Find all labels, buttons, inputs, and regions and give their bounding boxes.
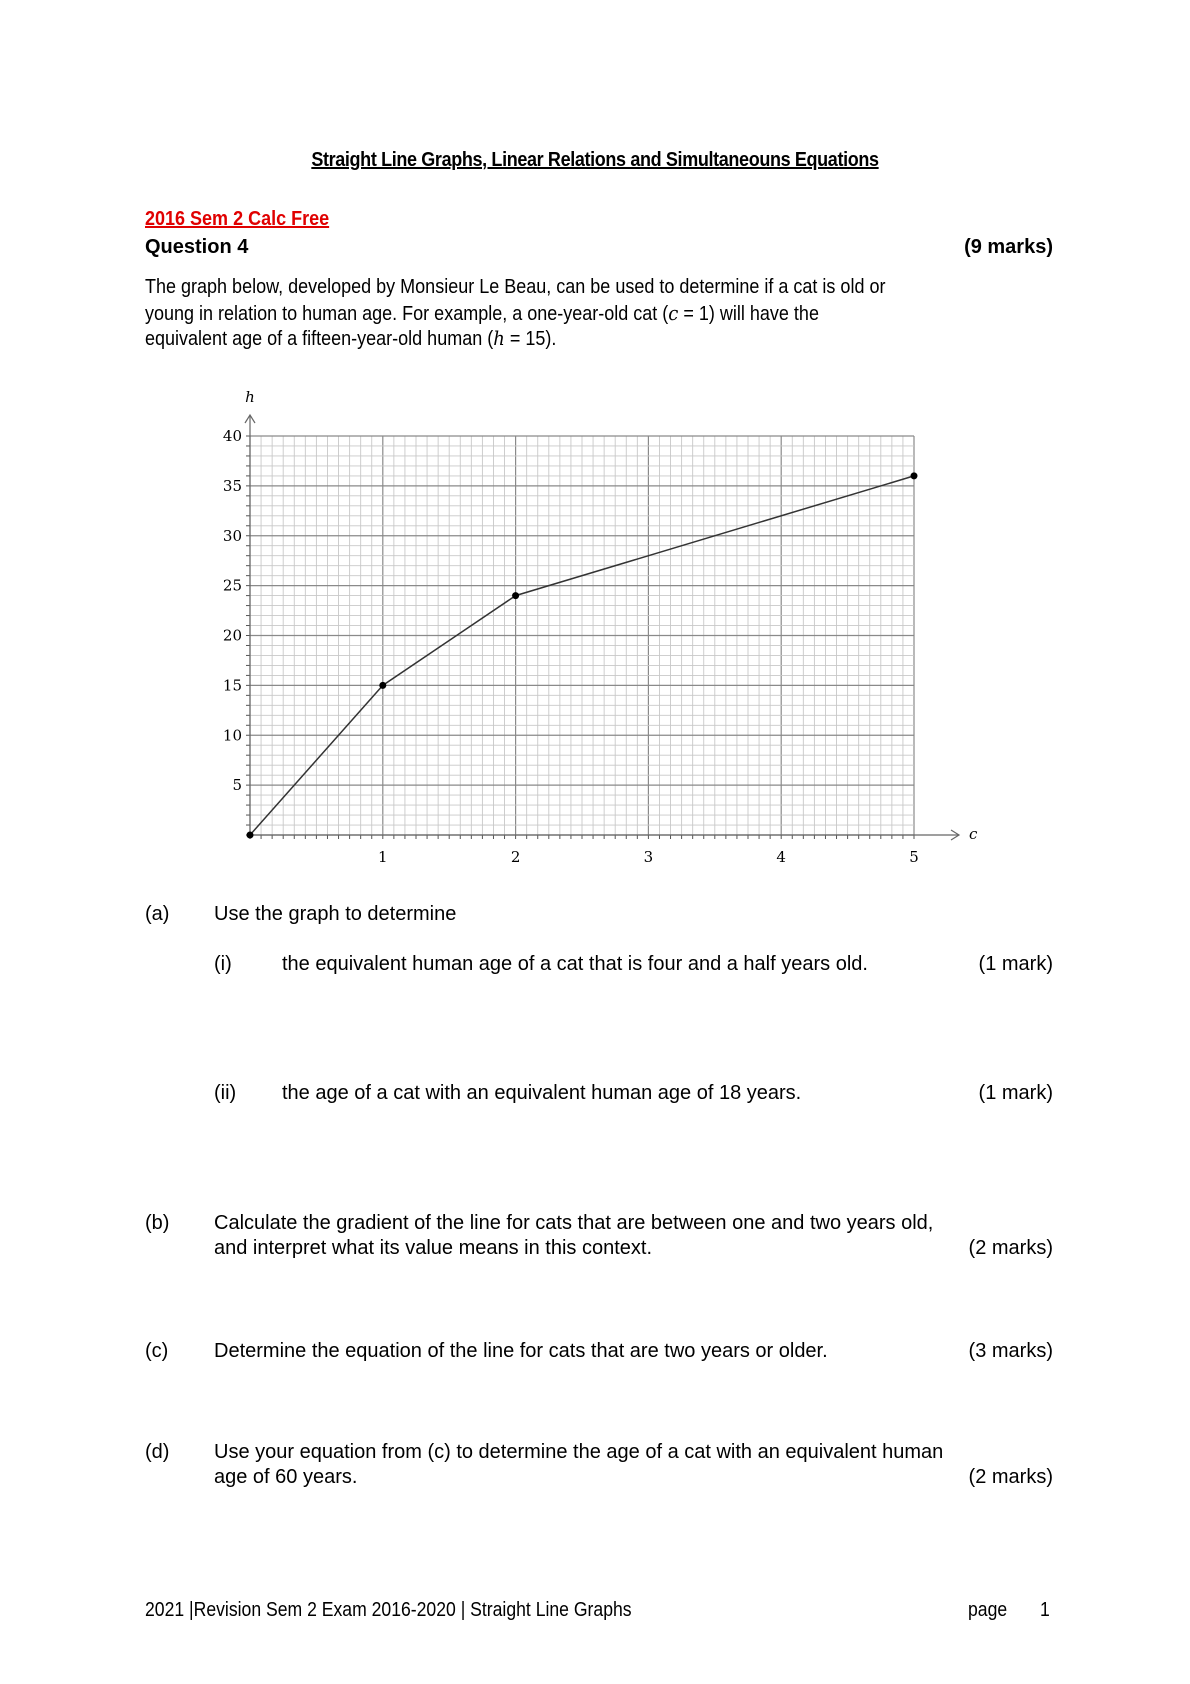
- part-b-label: (b): [145, 1212, 170, 1234]
- question-total-marks: (9 marks): [964, 236, 1053, 258]
- intro-text: = 1) will have the: [678, 303, 819, 325]
- y-tick-label: 40: [222, 427, 242, 445]
- cat-age-graph: [0, 380, 1190, 880]
- part-d-marks: (2 marks): [968, 1466, 1053, 1488]
- part-a-ii-label: (ii): [214, 1082, 237, 1104]
- y-tick-label: 10: [222, 726, 242, 745]
- x-tick-label: 2: [510, 848, 521, 866]
- part-c-marks: (3 marks): [968, 1340, 1053, 1362]
- y-tick-label: 15: [222, 676, 242, 695]
- document-title: Straight Line Graphs, Linear Relations and Simultaneouns Equations: [311, 149, 879, 171]
- intro-line-1: The graph below, developed by Monsieur Le Beau, can be used to determine if a cat is old or: [145, 276, 886, 298]
- part-c-text: Determine the equation of the line for cats that are two years or older.: [214, 1340, 828, 1362]
- y-tick-label: 25: [222, 576, 242, 595]
- part-b-line-1: Calculate the gradient of the line for cats that are between one and two years old,: [214, 1212, 934, 1234]
- intro-text: = 15).: [504, 328, 557, 350]
- question-number: Question 4: [145, 236, 249, 258]
- part-a-ii-text: the age of a cat with an equivalent human age of 18 years.: [282, 1082, 802, 1104]
- axis-labels: [223, 388, 978, 866]
- part-a-i-marks: (1 mark): [978, 953, 1053, 975]
- part-a-ii-marks: (1 mark): [978, 1082, 1053, 1104]
- intro-line-3: [145, 326, 556, 351]
- x-axis-label: c: [969, 825, 978, 843]
- part-c-label: (c): [145, 1340, 169, 1362]
- part-a-i-text: the equivalent human age of a cat that is four and a half years old.: [282, 953, 868, 975]
- variable-h: h: [493, 326, 505, 350]
- intro-line-2: [145, 301, 819, 326]
- part-a-label: (a): [145, 903, 170, 925]
- axes: [245, 415, 959, 840]
- footer-page-label: page: [968, 1599, 1008, 1621]
- y-tick-label: 5: [232, 776, 242, 795]
- x-tick-label: 5: [909, 848, 919, 866]
- part-b-line-2: and interpret what its value means in this context.: [214, 1237, 653, 1259]
- part-b-marks: (2 marks): [968, 1237, 1053, 1259]
- x-tick-label: 4: [776, 848, 786, 866]
- y-axis-label: h: [245, 388, 255, 406]
- part-d-line-2: age of 60 years.: [214, 1466, 358, 1488]
- y-tick-label: 30: [222, 526, 242, 545]
- footer-page-number: 1: [1040, 1599, 1050, 1621]
- intro-text: equivalent age of a fifteen-year-old human (: [145, 328, 494, 350]
- x-tick-label: 3: [643, 848, 654, 866]
- source-label: 2016 Sem 2 Calc Free: [145, 208, 330, 230]
- intro-text: young in relation to human age. For example, a one-year-old cat (: [145, 303, 669, 325]
- part-d-line-1: Use your equation from (c) to determine the age of a cat with an equivalent human: [214, 1441, 944, 1463]
- y-tick-label: 20: [222, 626, 242, 645]
- data-point: [379, 682, 386, 689]
- x-tick-label: 1: [378, 848, 388, 866]
- variable-c: c: [668, 301, 679, 325]
- part-d-label: (d): [145, 1441, 170, 1463]
- data-point: [911, 472, 918, 479]
- part-a-text: Use the graph to determine: [214, 903, 457, 925]
- data-point: [512, 592, 519, 599]
- part-a-i-label: (i): [214, 953, 232, 975]
- data-point: [247, 832, 254, 839]
- footer-text: 2021 |Revision Sem 2 Exam 2016-2020 | Straight Line Graphs: [145, 1599, 632, 1621]
- grid: [250, 436, 914, 835]
- y-tick-label: 35: [222, 476, 242, 495]
